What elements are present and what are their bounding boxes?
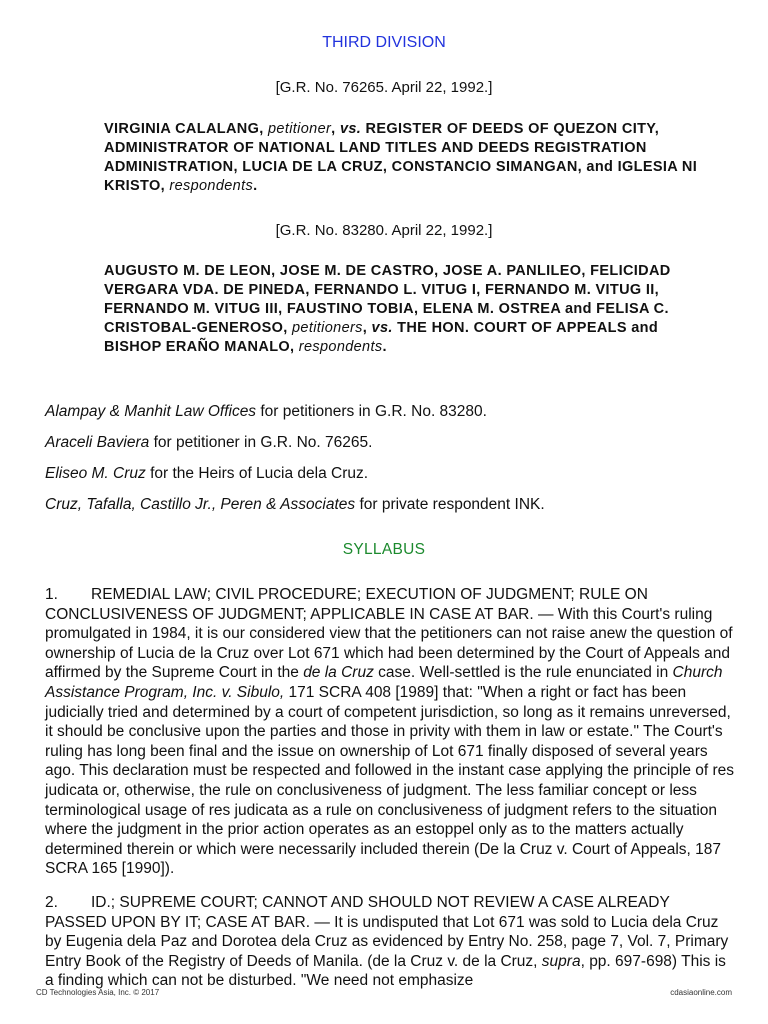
case2-petitioners-label: petitioners: [292, 320, 363, 336]
case1-petitioner-name: VIRGINIA CALALANG: [104, 121, 260, 137]
paragraph-text: 171 SCRA 408 [1989] that: "When a right or fact has been judicially tried and determined by a court of competent jurisdiction, so long as it remains unreversed, it should be conclusive upon the parties and those in privity with them in law or estate." The Court's ruling has long been final and the issue on ownership of Lot 671 finally disposed of several years ago. This declaration must be respected and followed in the instant case applying the principle of res judicata or, otherwise, the rule on conclusiveness of judgment. The less familiar concept or less terminological usage of res judicata as a rule on conclusiveness of judgment refers to the situation where the judgment in the prior action operates as an estoppel only as to the matters actually determined therein or which were necessarily included therein (De la Cruz v. Court of Appeals, 187 SCRA 165 [1990]).: [45, 683, 735, 878]
case2-petitioners-names: AUGUSTO M. DE LEON, JOSE M. DE CASTRO, JOSE A. PANLILEO, FELICIDAD VERGARA VDA. DE PINEDA, FERNANDO L. VITUG I, FERNANDO M. VITUG II, FERNANDO M. VITUG III, FAUSTINO TOBIA, ELENA M. OSTREA and FELISA C. CRISTOBAL-GENEROSO: [104, 263, 671, 336]
case2-caption: AUGUSTO M. DE LEON, JOSE M. DE CASTRO, JOSE A. PANLILEO, FELICIDAD VERGARA VDA. DE PINEDA, FERNANDO L. VITUG I, FERNANDO M. VITUG II, FERNANDO M. VITUG III, FAUSTINO TOBIA, ELENA M. OSTREA and FELISA C. CRISTOBAL-GENEROSO, petitioners, vs. THE HON. COURT OF APPEALS and BISHOP ERAÑO MANALO, respondents.: [104, 263, 671, 355]
paragraph-text: case. Well-settled is the rule enunciated in: [373, 664, 673, 682]
syllabus-paragraph-1: [45, 585, 735, 879]
case2-respondents-names: THE HON. COURT OF APPEALS and BISHOP ERAÑO MANALO: [104, 320, 659, 355]
case2-respondents-label: respondents: [298, 339, 383, 355]
counsel-name: Araceli Baviera: [45, 434, 150, 451]
counsel-line: [45, 496, 745, 514]
case-citation: Church Assistance Program, Inc. v. Sibulo,: [45, 664, 723, 701]
case2-gr-number: [G.R. No. 83280. April 22, 1992.]: [275, 222, 493, 239]
case1-respondents-label: respondents: [169, 178, 254, 194]
case1-vs: vs.: [339, 121, 362, 137]
paragraph-text: REMEDIAL LAW; CIVIL PROCEDURE; EXECUTION OF JUDGMENT; RULE ON CONCLUSIVENESS OF JUDGMENT; APPLICABLE IN CASE AT BAR. — With this Court's ruling promulgated in 1984, it is our considered view that the petitioners can not raise anew the question of ownership of Lucia de la Cruz over Lot 671 which had been determined by the Court of Appeals and affirmed by the Supreme Court in the: [45, 586, 733, 682]
counsel-role: for petitioner in G.R. No. 76265.: [153, 434, 373, 451]
counsel-line: [45, 434, 745, 452]
case2-vs: vs.: [371, 320, 393, 336]
case1-petitioner-label: petitioner: [268, 121, 332, 137]
syllabus-paragraph-2: [45, 893, 735, 991]
counsel-name: Cruz, Tafalla, Castillo Jr., Peren & Associates: [45, 496, 356, 513]
counsel-line: [45, 465, 745, 483]
case-citation: de la Cruz: [303, 664, 374, 682]
counsel-name: Alampay & Manhit Law Offices: [45, 403, 257, 420]
paragraph-number: 1.: [45, 586, 58, 603]
division-heading: THIRD DIVISION: [322, 34, 446, 51]
counsel-role: for private respondent INK.: [359, 496, 545, 513]
footer-copyright: CD Technologies Asia, Inc. © 2017: [36, 988, 160, 997]
syllabus-heading: SYLLABUS: [342, 541, 426, 558]
paragraph-number: 2.: [45, 894, 58, 911]
counsel-role: for petitioners in G.R. No. 83280.: [260, 403, 487, 420]
counsel-name: Eliseo M. Cruz: [45, 465, 146, 482]
counsel-role: for the Heirs of Lucia dela Cruz.: [150, 465, 369, 482]
footer-site: cdasiaonline.com: [670, 988, 732, 997]
case-citation: supra: [541, 952, 581, 970]
paragraph-text: , pp. 697-698) This is a finding which can not be disturbed. "We need not emphasize: [45, 952, 726, 990]
case1-caption: VIRGINIA CALALANG, petitioner, vs. REGISTER OF DEEDS OF QUEZON CITY, ADMINISTRATOR OF NATIONAL LAND TITLES AND DEEDS REGISTRATION ADMINISTRATION, LUCIA DE LA CRUZ, CONSTANCIO SIMANGAN, and IGLESIA NI KRISTO, respondents.: [104, 121, 698, 194]
case1-gr-number: [G.R. No. 76265. April 22, 1992.]: [275, 79, 493, 96]
paragraph-text: ID.; SUPREME COURT; CANNOT AND SHOULD NOT REVIEW A CASE ALREADY PASSED UPON BY IT; CASE AT BAR. — It is undisputed that Lot 671 was sold to Lucia dela Cruz by Eugenia dela Paz and Dorotea dela Cruz as evidenced by Entry No. 258, page 7, Vol. 7, Primary Entry Book of the Registry of Deeds of Manila. (de la Cruz v. de la Cruz,: [45, 894, 729, 970]
case1-respondents-names: REGISTER OF DEEDS OF QUEZON CITY, ADMINISTRATOR OF NATIONAL LAND TITLES AND DEEDS REGISTRATION ADMINISTRATION, LUCIA DE LA CRUZ, CONSTANCIO SIMANGAN, and IGLESIA NI KRISTO: [104, 121, 698, 194]
counsel-line: [45, 403, 745, 421]
